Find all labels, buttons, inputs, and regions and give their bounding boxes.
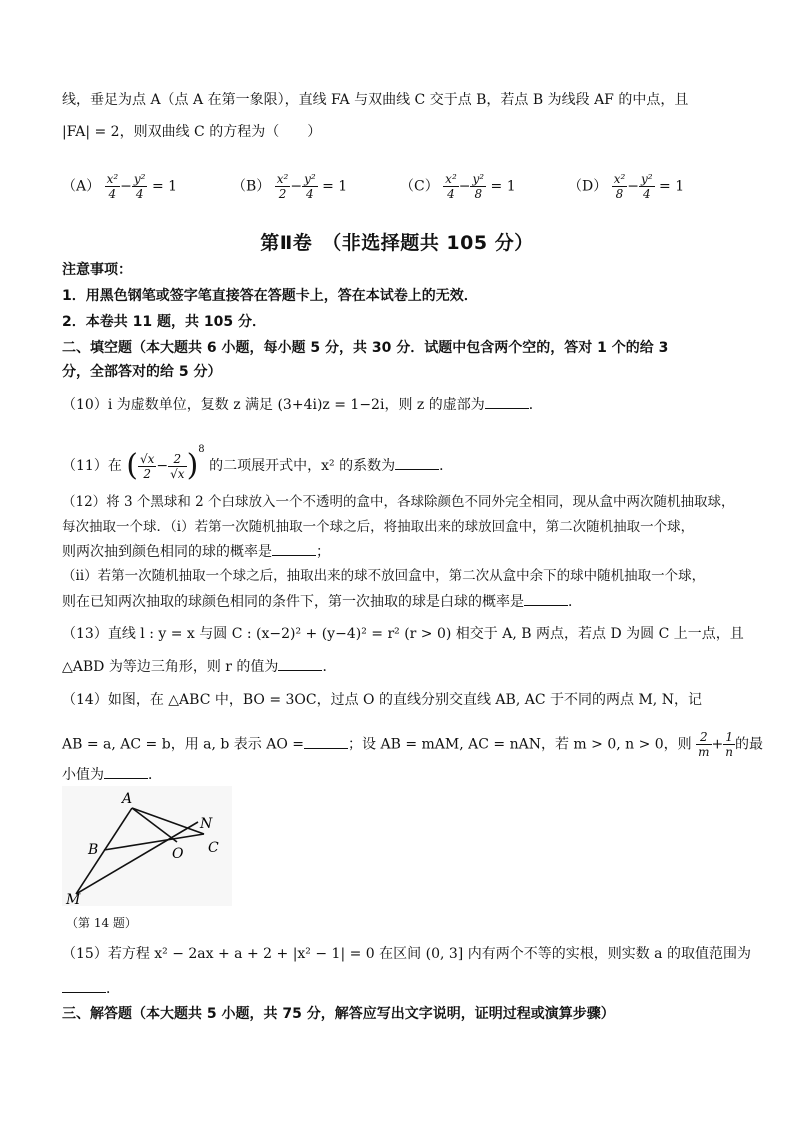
point-label-o: O xyxy=(172,846,184,862)
point-label-n: N xyxy=(200,816,213,832)
q12-line3: 则两次抽到颜色相同的球的概率是 ； xyxy=(62,541,330,562)
answer-blank[interactable] xyxy=(485,394,529,409)
q13-line2: △ABD 为等边三角形，则 r 的值为 ． xyxy=(62,656,336,677)
section2-line2: 分，全部答对的给 5 分） xyxy=(62,364,222,380)
fraction: $\frac{\text{y²}}{4}$ xyxy=(304,172,316,201)
q14-line3: 小值为 ． xyxy=(62,764,162,785)
option-label: （C） xyxy=(400,178,439,195)
q9-line1: 线，垂足为点 A（点 A 在第一象限），直线 FA 与双曲线 C 交于点 B，若点 B 为线段 AF 的中点，且 xyxy=(62,92,689,108)
q15-line1: （15）若方程 x² − 2ax + a + 2 + |x² − 1| = 0 在区间 (0, 3] 内有两个不等的实根，则实数 a 的取值范围为 xyxy=(62,946,751,962)
answer-blank[interactable] xyxy=(304,734,348,749)
notes-heading: 注意事项： xyxy=(62,262,132,278)
fraction: $\frac{\text{y²}}{8}$ xyxy=(472,172,485,201)
q14-line1: （14）如图，在 △ABC 中，BO = 3OC，过点 O 的直线分别交直线 AB, AC 于不同的两点 M, N，记 xyxy=(62,692,702,708)
fraction: $\frac{\text{x²}}{8}$ xyxy=(613,172,626,201)
option-label: （B） xyxy=(232,178,271,195)
point-label-c: C xyxy=(208,840,219,856)
notes-item-2: 2．本卷共 11 题，共 105 分． xyxy=(62,314,266,330)
q10: （10）i 为虚数单位，复数 z 满足 (3+4i)z = 1−2i，则 z 的虚部为 ． xyxy=(62,394,543,415)
q14-line2: AB = a, AC = b，用 a, b 表示 AO = ；设 AB = mAM, AC = nAN，若 m > 0, n > 0，则 $\frac{2}{m}$ + $\frac{1}{n}$ 的最 xyxy=(62,730,763,759)
q12-line2: 每次抽取一个球．（ⅰ）若第一次随机抽取一个球之后，将抽取出来的球放回盒中，第二次随机抽取一个球， xyxy=(62,519,695,535)
fraction: $\frac{√x}{2}$ xyxy=(140,451,155,481)
point-label-a: A xyxy=(122,791,133,807)
answer-blank[interactable] xyxy=(62,978,106,993)
q9-line2: |FA| = 2，则双曲线 C 的方程为（ ） xyxy=(62,124,322,140)
q9-option-c[interactable]: （C） $\frac{\text{x²}}{4}$ − $\frac{\text{y²}}{8}$ = 1 xyxy=(400,172,516,201)
option-label: （D） xyxy=(568,178,608,195)
fraction: $\frac{\text{x²}}{4}$ xyxy=(445,172,457,201)
option-label: （A） xyxy=(62,178,101,195)
fraction: $\frac{\text{x²}}{4}$ xyxy=(106,172,119,201)
q9-option-a[interactable]: （A） $\frac{\text{x²}}{4}$ − $\frac{\text{y²}}{4}$ = 1 xyxy=(62,172,178,201)
notes-item-1: 1．用黑色钢笔或签字笔直接答在答题卡上，答在本试卷上的无效． xyxy=(62,288,478,304)
fraction: $\frac{\text{x²}}{2}$ xyxy=(276,172,289,201)
fraction: $\frac{2}{m}$ xyxy=(698,730,710,759)
section2-line1: 二、填空题（本大题共 6 小题，每小题 5 分，共 30 分．试题中包含两个空的，答对 1 个的给 3 xyxy=(62,340,669,356)
point-label-b: B xyxy=(88,842,99,858)
q12-line5: 则在已知两次抽取的球颜色相同的条件下，第一次抽取的球是白球的概率是 ． xyxy=(62,591,582,612)
fraction: $\frac{2}{√x}$ xyxy=(170,451,185,481)
part2-title: 第Ⅱ卷 （非选择题共 105 分） xyxy=(260,232,534,254)
q9-option-b[interactable]: （B） $\frac{\text{x²}}{2}$ − $\frac{\text{y²}}{4}$ = 1 xyxy=(232,172,348,201)
fraction: $\frac{\text{y²}}{4}$ xyxy=(641,172,653,201)
q15-line2: ． xyxy=(62,978,120,999)
q13-line1: （13）直线 l : y = x 与圆 C : (x−2)² + (y−4)² = r² (r > 0) 相交于 A, B 两点，若点 D 为圆 C 上一点，且 xyxy=(62,626,744,642)
fraction: $\frac{1}{n}$ xyxy=(725,730,733,759)
triangle-figure xyxy=(62,786,232,906)
answer-blank[interactable] xyxy=(395,455,439,470)
q9-option-d[interactable]: （D） $\frac{\text{x²}}{8}$ − $\frac{\text{y²}}{4}$ = 1 xyxy=(568,172,685,201)
triangle-diagram xyxy=(62,786,232,906)
section3-heading: 三、解答题（本大题共 5 小题，共 75 分，解答应写出文字说明，证明过程或演算步骤） xyxy=(62,1006,615,1022)
answer-blank[interactable] xyxy=(524,591,568,606)
q12-line4: （ⅱ）若第一次随机抽取一个球之后，抽取出来的球不放回盒中，第二次从盒中余下的球中随机抽取一个球， xyxy=(62,568,706,584)
answer-blank[interactable] xyxy=(104,764,148,779)
answer-blank[interactable] xyxy=(272,541,316,556)
q11: （11）在 ( $\frac{√x}{2}$ − $\frac{2}{√x}$ )$^8$ 的二项展开式中，x² 的系数为 ． xyxy=(62,444,454,483)
q12-line1: （12）将 3 个黑球和 2 个白球放入一个不透明的盒中，各球除颜色不同外完全相同，现从盒中两次随机抽取球， xyxy=(62,494,735,510)
answer-blank[interactable] xyxy=(278,656,322,671)
figure-caption: （第 14 题） xyxy=(66,916,137,930)
point-label-m: M xyxy=(66,892,81,906)
fraction: $\frac{\text{y²}}{4}$ xyxy=(133,172,146,201)
